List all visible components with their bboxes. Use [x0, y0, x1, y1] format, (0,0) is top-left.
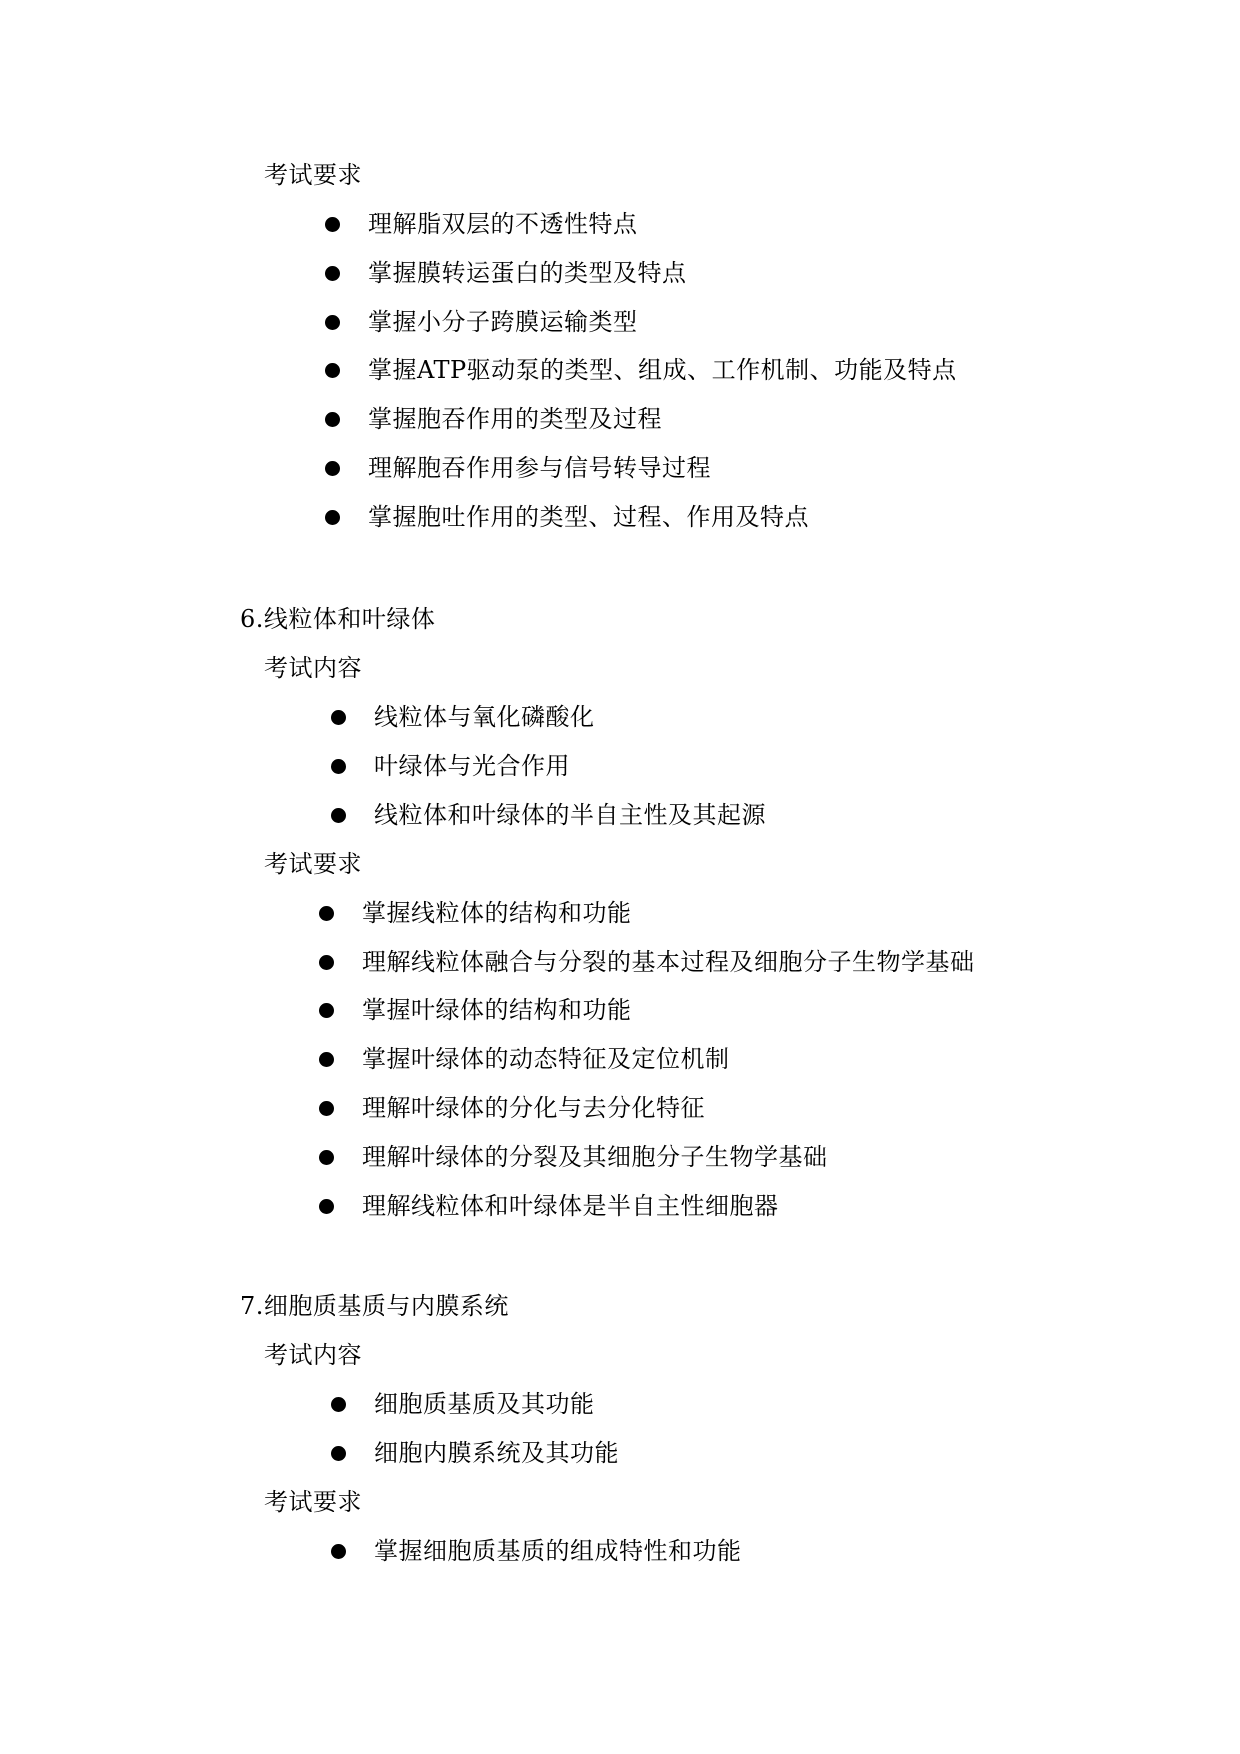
- bullet-icon: [319, 1003, 334, 1018]
- bullet-icon: [325, 266, 340, 281]
- bullet-icon: [331, 759, 346, 774]
- bullet-icon: [325, 363, 340, 378]
- bullet-icon: [325, 217, 340, 232]
- bullet-icon: [325, 412, 340, 427]
- bullet-icon: [319, 1199, 334, 1214]
- bullet-icon: [331, 710, 346, 725]
- exam-content-label: 考试内容: [264, 654, 362, 682]
- document-page: 考试要求 理解脂双层的不透性特点 掌握膜转运蛋白的类型及特点 掌握小分子跨膜运输类型 掌握ATP驱动泵的类型、组成、工作机制、功能及特点 掌握胞吞作用的类型及过程 理解胞吞作用参与信号转导过程 掌握胞吐作用的类型、过程、作用及特点 6.线粒体和叶绿体 考试内容 线粒体与氧化磷酸化 叶绿体与光合作用 线粒体和叶绿体的半自主性及其起源 考试要求 掌握线粒体的结构和功能 理解线粒体融合与分裂的基本过程及细胞分子生物学基础 掌握叶绿体的结构和功能 掌握叶绿体的动态特征及定位机制 理解叶绿体的分化与去分化特征 理解叶绿体的分裂及其细胞分子生物学基础 理解线粒体和叶绿体是半自主性细胞器 7.细胞质基质与内膜系统 考试内容 细胞质基质及其功能 细胞内膜系统及其功能 考试要求 掌握细胞质基质的组成特性和功能: [240, 161, 975, 1565]
- exam-requirements-label: 考试要求: [264, 161, 362, 189]
- bullet-icon: [319, 955, 334, 970]
- exam-content-label: 考试内容: [264, 1341, 362, 1369]
- bullet-icon: [331, 1446, 346, 1461]
- bullet-icon: [331, 1397, 346, 1412]
- bullet-icon: [325, 461, 340, 476]
- section-6-title: 6.线粒体和叶绿体: [240, 605, 436, 633]
- bullet-icon: [331, 1544, 346, 1559]
- section-7-title: 7.细胞质基质与内膜系统: [240, 1292, 509, 1320]
- bullet-icon: [325, 510, 340, 525]
- bullet-icon: [325, 315, 340, 330]
- bullet-icon: [331, 808, 346, 823]
- bullet-icon: [319, 1150, 334, 1165]
- exam-requirements-label: 考试要求: [264, 1488, 362, 1516]
- exam-requirements-label: 考试要求: [264, 850, 362, 878]
- bullet-icon: [319, 1101, 334, 1116]
- bullet-icon: [319, 1052, 334, 1067]
- bullet-icon: [319, 906, 334, 921]
